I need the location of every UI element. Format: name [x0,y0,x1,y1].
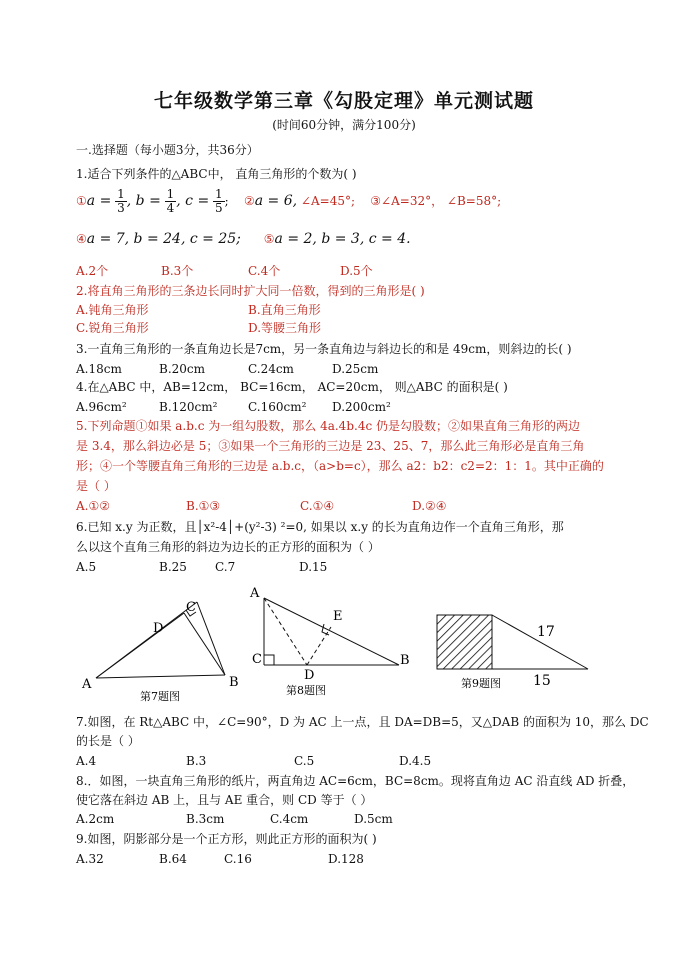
fig8-label-b: B [400,653,410,668]
option-d: D.4.5 [399,754,432,768]
condition-3: ③∠A=32°， ∠B=58°; [370,194,502,208]
question-6-line2: 么以这个直角三角形的斜边为边长的正方形的面积为（ ） [76,540,380,554]
option-d: D.128 [328,852,364,866]
option-d: D.②④ [412,499,447,513]
option-d: D.200cm² [332,400,391,414]
option-c: C.7 [215,560,236,574]
fig8-label-a: A [250,586,260,601]
fraction-denominator: 5 [215,201,223,215]
fraction-numerator: 1 [215,187,223,201]
question-8-options [76,811,476,827]
option-b: B.3个 [161,264,194,278]
page-title: 七年级数学第三章《勾股定理》单元测试题 [153,90,534,112]
option-b: B.直角三角形 [248,303,321,317]
question-5-line1: 5.下列命题①如果 a.b.c 为一组勾股数，那么 4a.4b.4c 仍是勾股数；②如果直角三角形的两边 [76,419,580,433]
figure-9 [437,615,588,669]
fig8-label-c: C [252,652,262,667]
option-a: A.2cm [76,812,115,826]
fraction-denominator: 4 [166,201,175,215]
fig8-label-e: E [333,609,343,624]
fig7-label-a: A [82,677,92,692]
option-c: C.16 [224,852,252,866]
condition-2-tail: ∠A=45°; [300,194,356,208]
condition-1-end: ; [224,194,229,208]
figure-7 [96,602,225,678]
option-b: B.25 [159,560,187,574]
option-d: D.15 [299,560,328,574]
option-d: D.5个 [340,264,373,278]
fraction-denominator: 3 [117,201,125,215]
option-b: B.20cm [159,362,206,376]
option-c: C.24cm [248,362,294,376]
option-a: A.5 [76,560,97,574]
option-c: C.160cm² [248,400,307,414]
fig9-caption: 第9题图 [461,677,501,690]
condition-5-math: a = 2, b = 3, c = 4. [274,231,411,247]
question-9-options [76,851,476,867]
question-9-stem: 9.如图，阴影部分是一个正方形，则此正方形的面积为( ) [76,832,377,846]
section-heading: 一.选择题（每小题3分，共36分） [76,143,259,157]
question-4-stem: 4.在△ABC 中，AB=12cm， BC=16cm， AC=20cm， 则△ABC 的面积是( ) [76,380,508,394]
question-8-line1: 8.．如图，一块直角三角形的纸片，两直角边 AC=6cm，BC=8cm。现将直角边 AC 沿直线 AD 折叠， [76,774,635,788]
condition-1-label: ① [76,194,87,208]
condition-2-math: a = 6, [254,193,298,209]
question-3-stem: 3.一直角三角形的一条直角边长是7cm，另一条直角边与斜边长的和是 49cm，则斜边的长( ) [76,342,572,356]
condition-4-label: ④ [76,232,87,246]
page-subtitle: (时间60分钟，满分100分) [272,118,416,132]
option-c: C.锐角三角形 [76,321,149,335]
fig7-label-d: D [153,621,164,636]
question-5-line2: 是 3.4，那么斜边必是 5；③如果一个三角形的三边是 23、25、7，那么此三角形必是直角三角 [76,439,585,453]
option-b: B.3cm [186,812,225,826]
option-a: A.4 [76,754,97,768]
condition-2-label: ② [243,194,255,208]
condition-4-math: a = 7, b = 24, c = 25; [86,231,241,247]
option-a: A.钝角三角形 [76,303,149,317]
condition-1-b: , b = [126,193,161,209]
fraction-numerator: 1 [117,187,125,201]
fraction-numerator: 1 [166,187,175,201]
option-a: A.①② [76,499,110,513]
option-c: C.①④ [300,499,335,513]
question-2-stem: 2.将直角三角形的三条边长同时扩大同一倍数，得到的三角形是( ) [76,284,425,298]
question-1-stem: 1.适合下列条件的△ABC中， 直角三角形的个数为( ) [76,167,357,181]
option-c: C.4cm [270,812,309,826]
option-b: B.120cm² [159,400,218,414]
option-a: A.32 [76,852,104,866]
fig7-label-c: C [186,600,196,615]
question-8-line2: 使它落在斜边 AB 上，且与 AE 重合，则 CD 等于（ ） [76,793,373,807]
fig8-caption: 第8题图 [286,684,326,697]
option-c: C.5 [294,754,315,768]
option-b: B.①③ [186,499,221,513]
option-d: D.5cm [354,812,393,826]
condition-1-c: , c = [176,193,210,209]
question-6-line1: 6.已知 x.y 为正数，且│x²-4│+(y²-3) ²=0, 如果以 x.y 的长为直角边作一个直角三角形，那 [76,520,564,534]
option-b: B.64 [159,852,187,866]
fig7-label-b: B [229,675,239,690]
fig8-label-d: D [304,668,315,683]
fig7-caption: 第7题图 [140,690,180,703]
option-a: A.2个 [76,264,109,278]
option-c: C.4个 [248,264,281,278]
question-7-line1: 7.如图，在 Rt△ABC 中，∠C=90°，D 为 AC 上一点，且 DA=DB=5，又△DAB 的面积为 10，那么 DC [76,715,649,729]
option-b: B.3 [186,754,207,768]
question-5-line3: 形；④一个等腰直角三角形的三边是 a.b.c，（a>b=c），那么 a2：b2：c2=2：1：1。其中正确的 [76,459,604,473]
fig9-label-17: 17 [537,624,555,640]
figure-8 [264,598,399,665]
option-d: D.等腰三角形 [248,321,322,335]
option-a: A.18cm [76,362,122,376]
condition-5-label: ⑤ [263,232,275,246]
question-7-line2: 的长是（ ） [76,734,140,748]
condition-1-a: a = [86,193,112,209]
option-a: A.96cm² [76,400,127,414]
question-7-options [76,753,476,769]
question-5-line4: 是（ ） [76,479,116,493]
fig9-label-15: 15 [533,673,551,689]
option-d: D.25cm [332,362,379,376]
